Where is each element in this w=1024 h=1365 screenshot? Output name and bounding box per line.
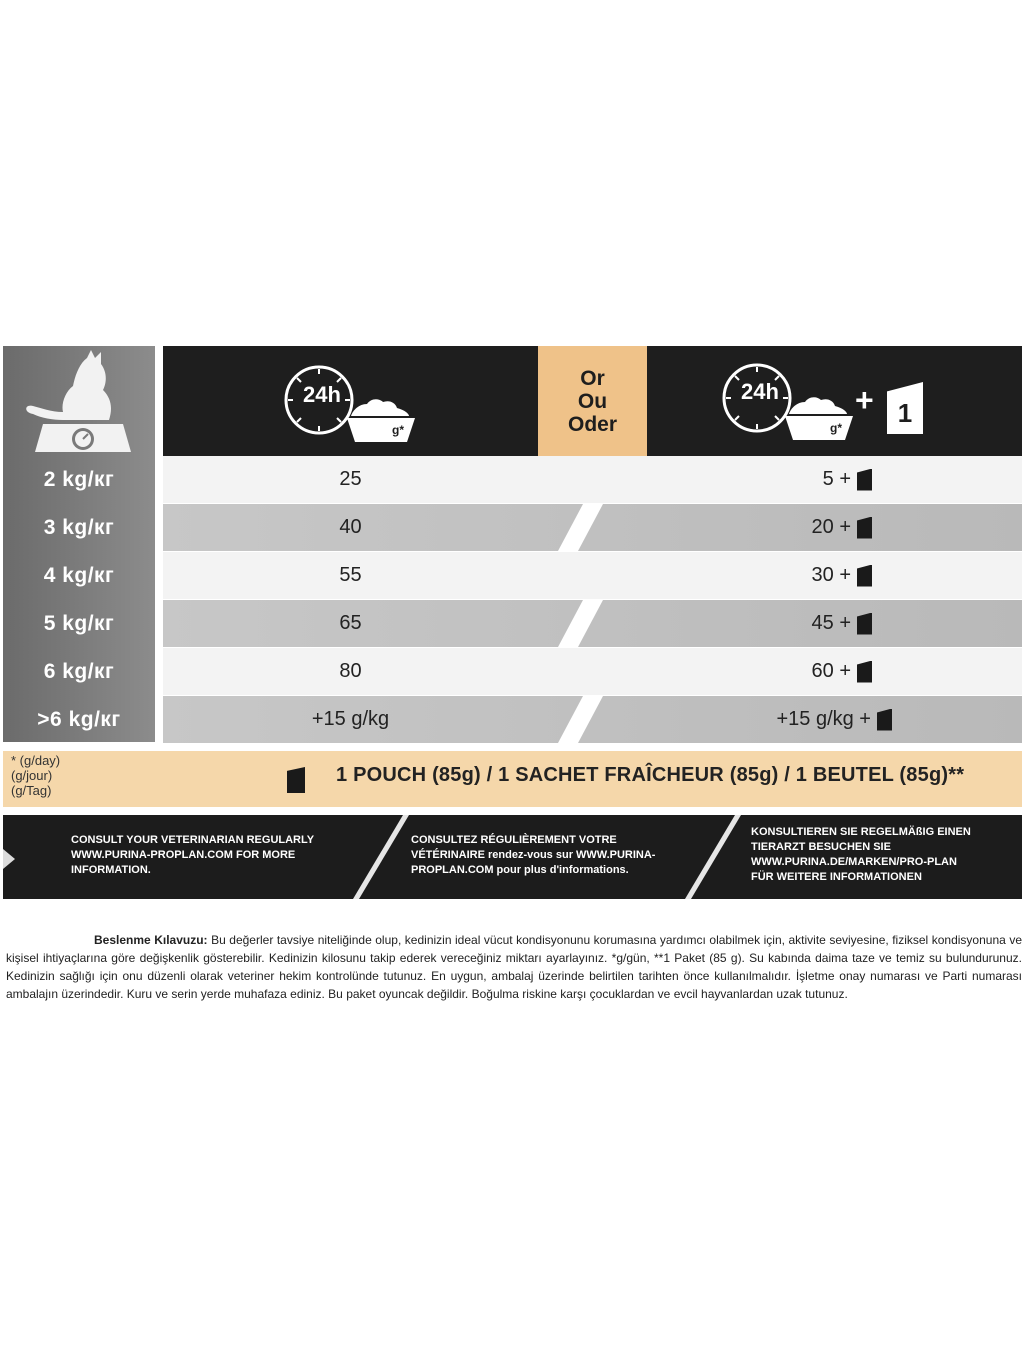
pouch-icon — [857, 517, 872, 539]
pouch-icon — [857, 613, 872, 635]
pouch-icon — [857, 565, 872, 587]
weight-label-over6kg: >6 kg/кг — [37, 708, 121, 731]
consult-text-de: KONSULTIEREN SIE REGELMÄßIG EINEN TIERARZT BESUCHEN SIE WWW.PURINA.DE/MARKEN/PRO-PLAN FÜR WEITERE INFORMATIONEN — [751, 826, 971, 883]
pouch-footnote-strip — [3, 751, 1022, 807]
unit-de: (g/Tag) — [11, 783, 52, 798]
pouch-definition: 1 POUCH (85g) / 1 SACHET FRAÎCHEUR (85g) / 1 BEUTEL (85g)** — [336, 764, 965, 786]
mix-amount — [812, 600, 872, 647]
weight-label-2kg: 2 kg/кг — [43, 468, 115, 491]
mix-amount — [812, 648, 872, 695]
consult-text-fr: CONSULTEZ RÉGULIÈREMENT VOTRE VÉTÉRINAIRE rendez-vous sur WWW.PURINA-PROPLAN.COM pour plus d'informations. — [411, 834, 656, 876]
weight-label-5kg: 5 kg/кг — [43, 612, 115, 635]
or-en: Or — [580, 366, 605, 390]
pouch-icon — [857, 469, 872, 491]
table-row — [163, 504, 1022, 551]
feeding-guide-title: Beslenme Kılavuzu: — [94, 933, 208, 947]
dry-bowl-label: g* — [392, 423, 404, 437]
feeding-guide-paragraph — [6, 931, 1022, 1003]
header-mixed-feeding — [647, 346, 1022, 456]
header-or-divider — [538, 346, 647, 456]
header-dry-food — [163, 346, 538, 456]
table-row — [163, 696, 1022, 743]
dry-clock-label: 24h — [303, 382, 341, 407]
consult-text-en: CONSULT YOUR VETERINARIAN REGULARLY WWW.PURINA-PROPLAN.COM FOR MORE INFORMATION. — [71, 834, 314, 876]
mix-amount — [812, 504, 872, 551]
or-fr: Ou — [577, 389, 608, 413]
weight-label-4kg: 4 kg/кг — [43, 564, 115, 587]
weight-label-6kg: 6 kg/кг — [43, 660, 115, 683]
mix-amount-text: 5 + — [822, 468, 851, 490]
mix-amount-text: 20 + — [811, 516, 851, 538]
table-row — [163, 456, 1022, 503]
pouch-icon — [287, 767, 305, 793]
mix-plus-sign: + — [855, 382, 874, 418]
dry-amount: 55 — [339, 564, 362, 586]
feeding-guide-body: Bu değerler tavsiye niteliğinde olup, kedinizin ideal vücut kondisyonunu korumasına yardımcı olabilmek için, aktivite seviyesine, fiziksel kondisyonuna ve kişisel ihtiyaçlarına göre değişkenlik gösterebilir. Kedinizin kilosunu takip ederek vereceğiniz miktarı ayarlayınız. *g/gün, **1 Paket (85 g). Su kabında daima taze ve temiz su bulundurunuz. Kedinizin sağlığı için onu düzenli olarak veteriner hekim kontrolünde tutunuz. En uygun, ambalaj üzerinde belirtilen tarihten önce kullanılmalıdır. İşletme onay numarası ve Parti numarası ambalajın üzerindedir. Kuru ve serin yerde muhafaza ediniz. Bu paket oyuncak değildir. Boğulma riskine karşı çocuklardan ve evcil hayvanlardan uzak tutunuz. — [6, 933, 1022, 1001]
dry-amount: +15 g/kg — [311, 708, 390, 730]
table-row — [163, 648, 1022, 695]
unit-fr: (g/jour) — [11, 768, 53, 783]
mix-clock-label: 24h — [741, 379, 779, 404]
mix-amount — [812, 552, 872, 599]
dry-amount: 80 — [339, 660, 362, 682]
unit-legend — [11, 753, 60, 798]
table-row — [163, 600, 1022, 647]
table-row — [163, 552, 1022, 599]
mix-amount-text: +15 g/kg + — [776, 708, 871, 730]
mix-bowl-label: g* — [830, 421, 842, 435]
dry-amount: 65 — [339, 612, 362, 634]
unit-en: * (g/day) — [11, 753, 61, 768]
dry-amount: 25 — [339, 468, 362, 490]
mix-amount — [823, 456, 872, 503]
mix-pouch-count: 1 — [897, 398, 913, 428]
mix-amount — [776, 696, 892, 743]
pouch-icon — [877, 709, 892, 731]
weight-label-3kg: 3 kg/кг — [43, 516, 115, 539]
or-de: Oder — [567, 412, 617, 436]
weight-column — [3, 346, 155, 742]
mix-amount-text: 45 + — [811, 612, 851, 634]
mix-amount-text: 30 + — [811, 564, 851, 586]
cat-on-scale-icon — [3, 346, 155, 456]
consult-vet-band — [3, 815, 1022, 899]
mix-amount-text: 60 + — [811, 660, 851, 682]
pouch-icon — [857, 661, 872, 683]
dry-amount: 40 — [339, 516, 362, 538]
